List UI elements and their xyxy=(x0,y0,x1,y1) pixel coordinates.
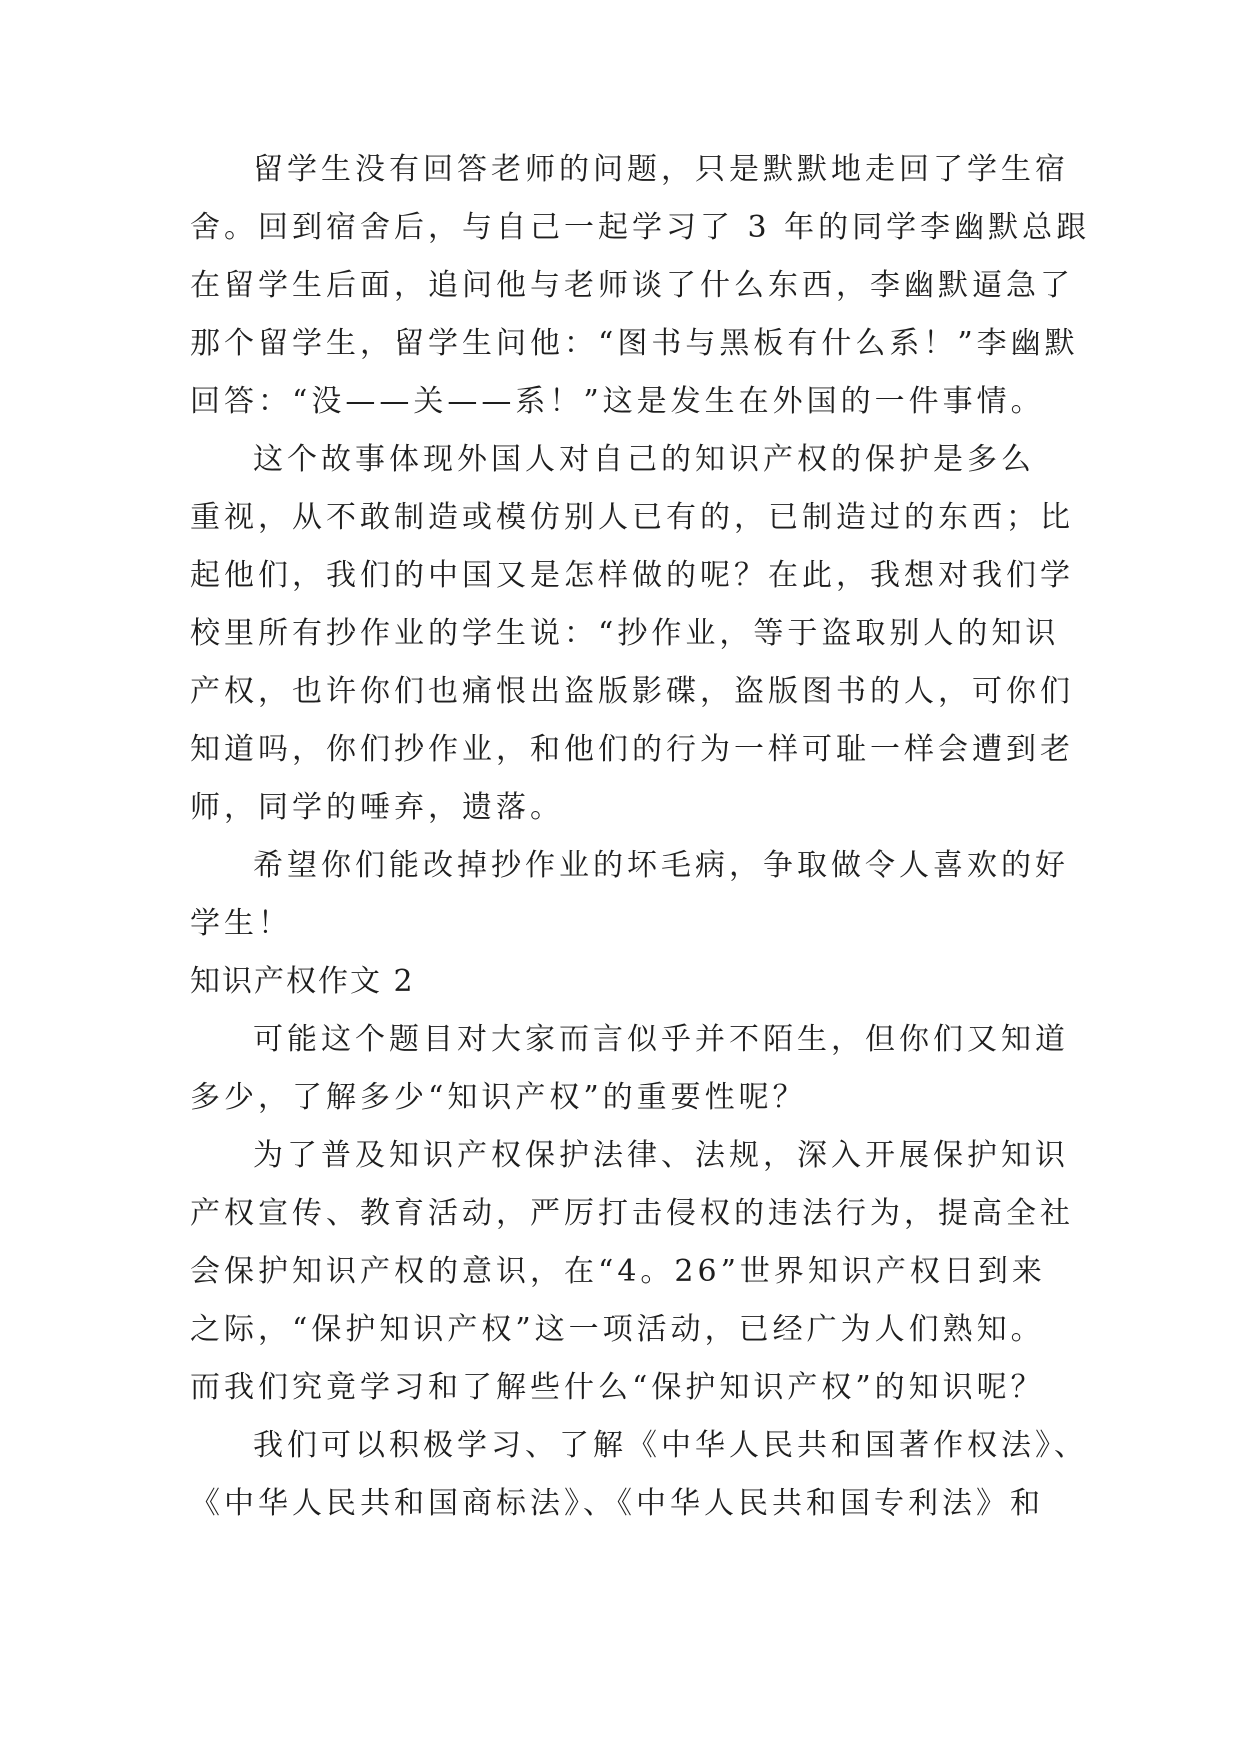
paragraph-line: 可能这个题目对大家而言似乎并不陌生，但你们又知道 xyxy=(253,1022,1069,1057)
paragraph-line: 而我们究竟学习和了解些什么“保护知识产权”的知识呢？ xyxy=(190,1370,1045,1405)
paragraph-line: 多少，了解多少“知识产权”的重要性呢？ xyxy=(190,1080,807,1115)
paragraph-line: 《中华人民共和国商标法》、《中华人民共和国专利法》和 xyxy=(190,1486,1044,1521)
paragraph-line: 校里所有抄作业的学生说：“抄作业，等于盗取别人的知识 xyxy=(190,616,1060,651)
paragraph-line: 留学生没有回答老师的问题，只是默默地走回了学生宿 xyxy=(253,152,1069,187)
paragraph-line: 在留学生后面，追问他与老师谈了什么东西，李幽默逼急了 xyxy=(190,268,1074,303)
paragraph-line: 之际，“保护知识产权”这一项活动，已经广为人们熟知。 xyxy=(190,1312,1045,1347)
section-heading: 知识产权作文 2 xyxy=(190,964,415,999)
paragraph-line: 这个故事体现外国人对自己的知识产权的保护是多么 xyxy=(253,442,1035,477)
paragraph-line: 舍。回到宿舍后，与自己一起学习了 3 年的同学李幽默总跟 xyxy=(190,210,1091,245)
paragraph-line: 会保护知识产权的意识，在“4。26”世界知识产权日到来 xyxy=(190,1254,1046,1289)
paragraph-line: 知道吗，你们抄作业，和他们的行为一样可耻一样会遭到老 xyxy=(190,732,1074,767)
paragraph-line: 师，同学的唾弃，遗落。 xyxy=(190,790,564,825)
paragraph-line: 回答：“没——关——系！”这是发生在外国的一件事情。 xyxy=(190,384,1045,419)
paragraph-line: 产权宣传、教育活动，严厉打击侵权的违法行为，提高全社 xyxy=(190,1196,1074,1231)
paragraph-line: 为了普及知识产权保护法律、法规，深入开展保护知识 xyxy=(253,1138,1069,1173)
paragraph-line: 起他们，我们的中国又是怎样做的呢？在此，我想对我们学 xyxy=(190,558,1074,593)
paragraph-line: 希望你们能改掉抄作业的坏毛病，争取做令人喜欢的好 xyxy=(253,848,1069,883)
paragraph-line: 我们可以积极学习、了解《中华人民共和国著作权法》、 xyxy=(253,1428,1088,1463)
paragraph-line: 重视，从不敢制造或模仿别人已有的，已制造过的东西；比 xyxy=(190,500,1074,535)
paragraph-line: 学生！ xyxy=(190,906,292,941)
paragraph-line: 那个留学生，留学生问他：“图书与黑板有什么系！”李幽默 xyxy=(190,326,1079,361)
paragraph-line: 产权，也许你们也痛恨出盗版影碟，盗版图书的人，可你们 xyxy=(190,674,1074,709)
